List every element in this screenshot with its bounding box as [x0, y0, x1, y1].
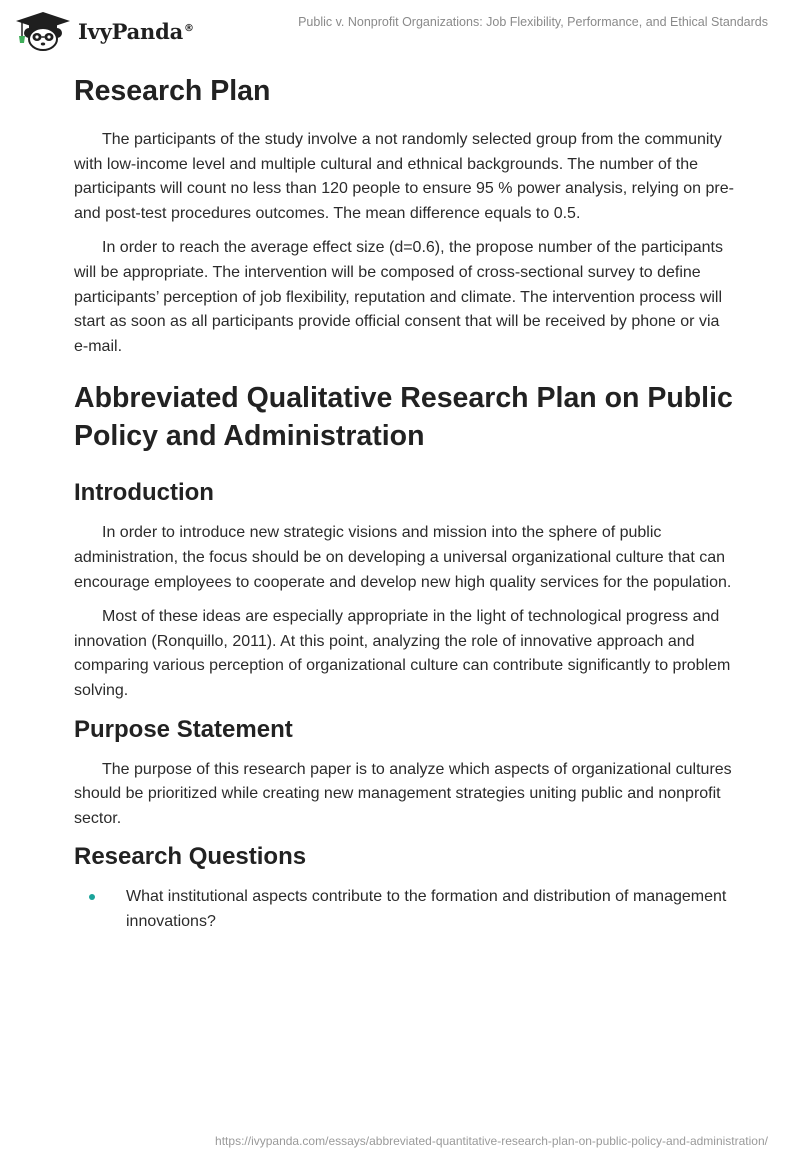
document-running-title: Public v. Nonprofit Organizations: Job Flexibility, Performance, and Ethical Standards [298, 15, 768, 29]
paragraph: Most of these ideas are especially appropriate in the light of technological progress and innovation (Ronquillo, 2011). At this point, analyzing the role of innovative approach and comparing various perception of organizational culture can contribute significantly to problem solving. [74, 608, 731, 699]
article-content [74, 72, 734, 934]
qualitative-plan-heading: Abbreviated Qualitative Research Plan on Public Policy and Administration [74, 382, 733, 453]
ivypanda-logo[interactable] [14, 10, 194, 52]
panda-graduate-icon [14, 10, 72, 52]
list-item-text: What institutional aspects contribute to the formation and distribution of management innovations? [126, 888, 727, 930]
paragraph: In order to reach the average effect size (d=0.6), the propose number of the participants will be appropriate. The intervention will be composed of cross-sectional survey to define participants’ perception of job flexibility, reputation and climate. The intervention process will start as soon as all participants provide official consent that will be received by phone or via e-mail. [74, 239, 723, 355]
research-questions-list [74, 885, 734, 934]
paragraph: The purpose of this research paper is to analyze which aspects of organizational cultures should be prioritized while creating new management strategies uniting public and nonprofit sector. [74, 760, 732, 827]
paragraph: In order to introduce new strategic visions and mission into the sphere of public administration, the focus should be on developing a universal organizational culture that can encourage employees to cooperate and develop new high quality services for the population. [74, 524, 732, 591]
logo-text: IvyPanda® [78, 18, 194, 44]
purpose-statement-heading: Purpose Statement [74, 715, 293, 743]
source-url[interactable]: https://ivypanda.com/essays/abbreviated-quantitative-research-plan-on-public-policy-and-administration/ [215, 1134, 768, 1148]
paragraph: The participants of the study involve a not randomly selected group from the community with low-income level and multiple cultural and ethnical backgrounds. The number of the participants will count no less than 120 people to ensure 95 % power analysis, relying on pre- and post-test procedures outcomes. The mean difference equals to 0.5. [74, 131, 734, 222]
research-plan-heading: Research Plan [74, 75, 271, 107]
introduction-heading: Introduction [74, 479, 214, 507]
list-item [74, 885, 734, 934]
page-header [0, 0, 800, 64]
research-questions-heading: Research Questions [74, 843, 307, 871]
bullet-icon [89, 894, 95, 900]
